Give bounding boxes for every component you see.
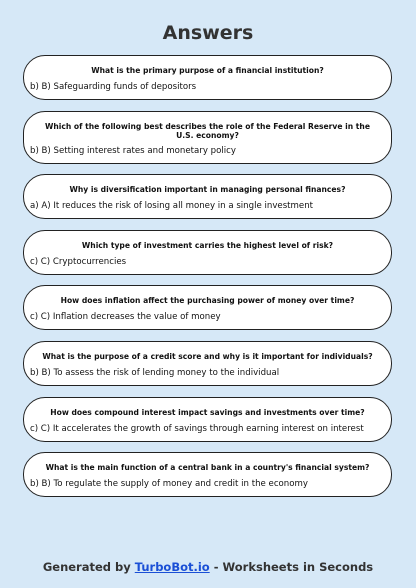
- answer-card: [23, 285, 392, 330]
- answer-card: [23, 174, 392, 219]
- answer-text: c) C) Inflation decreases the value of money: [30, 312, 221, 323]
- footer-prefix: Generated by: [42, 560, 135, 574]
- question-text: How does compound interest impact savings and investments over time?: [50, 407, 365, 417]
- answer-card: [23, 341, 392, 386]
- answer-text: b) B) To regulate the supply of money and credit in the economy: [30, 479, 308, 490]
- question-text: How does inflation affect the purchasing power of money over time?: [60, 296, 355, 306]
- answer-list: [23, 55, 392, 508]
- answer-card: [23, 55, 392, 100]
- question-text: Which of the following best describes the role of the Federal Reserve in the U.S. economy?: [45, 121, 370, 140]
- answer-text: b) B) To assess the risk of lending money to the individual: [30, 367, 280, 378]
- answer-text: a) A) It reduces the risk of losing all money in a single investment: [30, 201, 314, 212]
- turbobot-link[interactable]: TurboBot.io: [134, 560, 210, 574]
- answer-text: b) B) Safeguarding funds of depositors: [30, 82, 197, 92]
- page-title: Answers: [162, 22, 254, 44]
- question-text: What is the primary purpose of a financial institution?: [91, 66, 324, 75]
- answer-text: c) C) Cryptocurrencies: [30, 256, 127, 267]
- question-text: Which type of investment carries the highest level of risk?: [81, 240, 334, 250]
- answer-text: c) C) It accelerates the growth of savings through earning interest on interest: [30, 423, 364, 434]
- footer-suffix: - Worksheets in Seconds: [209, 560, 374, 574]
- answer-card: [23, 111, 392, 164]
- footer: [0, 560, 416, 574]
- answer-text: b) B) Setting interest rates and monetary policy: [30, 145, 236, 156]
- question-text: What is the main function of a central bank in a country's financial system?: [45, 463, 370, 473]
- answer-card: [23, 397, 392, 442]
- answer-card: [23, 230, 392, 275]
- question-text: Why is diversification important in managing personal finances?: [69, 185, 346, 195]
- question-text: What is the purpose of a credit score and why is it important for individuals?: [42, 351, 373, 361]
- answer-card: [23, 452, 392, 497]
